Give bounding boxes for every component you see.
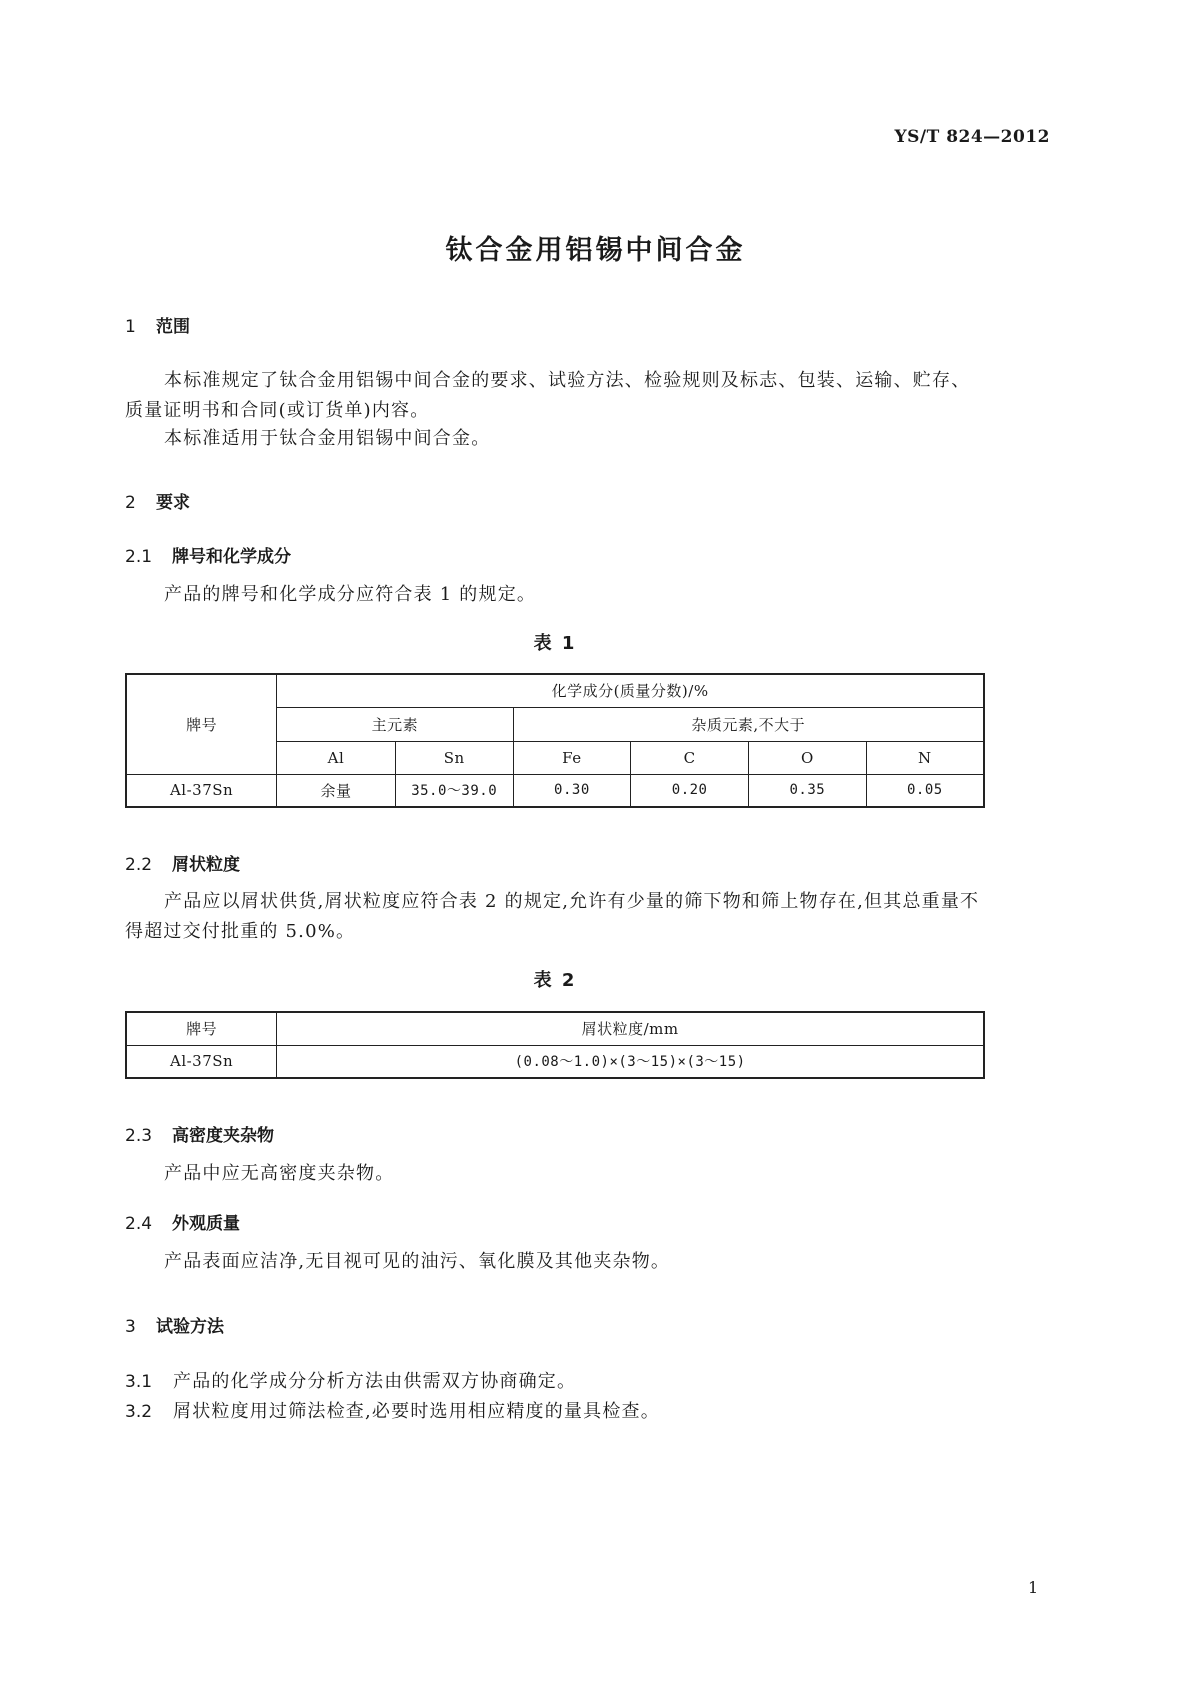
value-cell-al: 余量 xyxy=(277,774,396,807)
particle-size-header: 屑状粒度/mm xyxy=(277,1012,984,1045)
value-cell-n: 0.05 xyxy=(866,774,984,807)
section-2-heading xyxy=(125,488,190,513)
section-number: 2.4 xyxy=(125,1214,153,1234)
main-elements-header: 主元素 xyxy=(277,707,513,741)
grade-cell: Al-37Sn xyxy=(126,774,277,807)
document-title: 钛合金用铝锡中间合金 xyxy=(445,235,746,266)
section-number: 2.3 xyxy=(125,1126,153,1146)
section-number: 2 xyxy=(125,493,136,513)
element-header-al: Al xyxy=(277,741,396,774)
item-text: 产品的化学成分分析方法由供需双方协商确定。 xyxy=(173,1371,577,1392)
composition-header: 化学成分(质量分数)/% xyxy=(277,674,984,707)
section-3-2-item xyxy=(125,1397,660,1427)
section-2-4-heading xyxy=(125,1209,240,1234)
section-2-2-paragraph: 产品应以屑状供货,屑状粒度应符合表 2 的规定,允许有少量的筛下物和筛上物存在,但其总重量不得超过交付批重的 5.0%。 xyxy=(125,891,980,942)
table-1 xyxy=(125,673,985,808)
section-3-1-item xyxy=(125,1367,576,1397)
section-2-3-heading xyxy=(125,1121,274,1146)
table-2-caption: 表 2 xyxy=(533,970,577,991)
value-cell-c: 0.20 xyxy=(631,774,749,807)
item-text: 屑状粒度用过筛法检查,必要时选用相应精度的量具检查。 xyxy=(173,1401,660,1422)
element-header-c: C xyxy=(631,741,749,774)
section-title: 屑状粒度 xyxy=(172,855,240,875)
section-number: 2.2 xyxy=(125,855,153,875)
section-1-paragraph-2: 本标准适用于钛合金用铝锡中间合金。 xyxy=(164,428,491,449)
value-cell-fe: 0.30 xyxy=(513,774,631,807)
particle-size-cell: (0.08～1.0)×(3～15)×(3～15) xyxy=(277,1045,984,1078)
grade-header: 牌号 xyxy=(126,674,277,774)
table-2 xyxy=(125,1011,985,1079)
section-number: 2.1 xyxy=(125,547,153,567)
section-2-3-paragraph: 产品中应无高密度夹杂物。 xyxy=(164,1163,395,1184)
section-1-heading xyxy=(125,312,190,337)
standard-code: YS/T 824—2012 xyxy=(894,127,1050,147)
element-header-sn: Sn xyxy=(395,741,513,774)
section-title: 试验方法 xyxy=(156,1317,224,1337)
section-1-paragraph-1: 本标准规定了钛合金用铝锡中间合金的要求、试验方法、检验规则及标志、包装、运输、贮存、质量证明书和合同(或订货单)内容。 xyxy=(125,370,971,421)
section-title: 牌号和化学成分 xyxy=(172,547,291,567)
section-number: 3.1 xyxy=(125,1372,153,1392)
grade-cell: Al-37Sn xyxy=(126,1045,277,1078)
value-cell-sn: 35.0～39.0 xyxy=(395,774,513,807)
grade-header: 牌号 xyxy=(126,1012,277,1045)
impurity-elements-header: 杂质元素,不大于 xyxy=(513,707,984,741)
section-2-2-heading xyxy=(125,850,240,875)
table-row xyxy=(126,774,984,807)
table-row xyxy=(126,1045,984,1078)
section-title: 要求 xyxy=(156,493,190,513)
element-header-o: O xyxy=(749,741,867,774)
section-title: 范围 xyxy=(156,317,190,337)
section-2-1-heading xyxy=(125,542,291,567)
element-header-fe: Fe xyxy=(513,741,631,774)
section-2-4-paragraph: 产品表面应洁净,无目视可见的油污、氧化膜及其他夹杂物。 xyxy=(164,1251,671,1272)
page-number: 1 xyxy=(1028,1578,1039,1597)
section-2-1-paragraph: 产品的牌号和化学成分应符合表 1 的规定。 xyxy=(164,584,537,605)
element-header-n: N xyxy=(866,741,984,774)
section-number: 3 xyxy=(125,1317,136,1337)
section-number: 3.2 xyxy=(125,1402,153,1422)
table-1-caption: 表 1 xyxy=(533,633,577,654)
section-title: 外观质量 xyxy=(172,1214,240,1234)
section-number: 1 xyxy=(125,317,136,337)
section-title: 高密度夹杂物 xyxy=(172,1126,274,1146)
section-3-heading xyxy=(125,1312,224,1337)
value-cell-o: 0.35 xyxy=(749,774,867,807)
